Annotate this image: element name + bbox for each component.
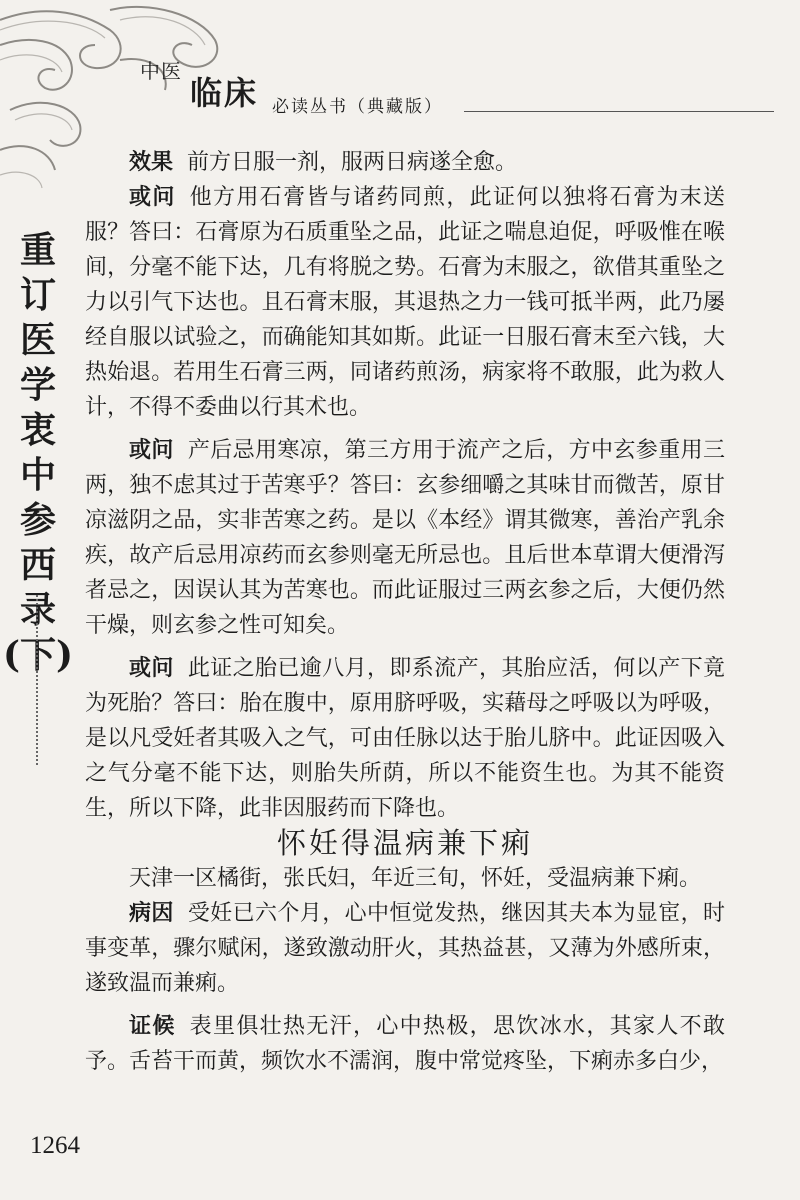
paragraph-text: 此证之胎已逾八月，即系流产，其胎应活，何以产下竟为死胎？答曰：胎在腹中，原用脐呼吸，实藉母之呼吸以为呼吸，是以凡受妊者其吸入之气，可由任脉以达于胎儿脐中。此证因吸入之气分毫不能下达，则胎失所荫，所以不能资生也。为其不能资生，所以下降，此非因服药而下降也。	[85, 656, 725, 821]
paragraph-label: 效果	[129, 150, 174, 175]
paragraph	[85, 180, 725, 425]
header-rule	[464, 111, 774, 112]
paragraph-text: 产后忌用寒凉，第三方用于流产之后，方中玄参重用三两，独不虑其过于苦寒乎？答曰：玄参细嚼之其味甘而微苦，原甘凉滋阴之品，实非苦寒之药。是以《本经》谓其微寒，善治产乳余疾，故产后忌用凉药而玄参则毫无所忌也。且后世本草谓大便滑泻者忌之，因误认其为苦寒也。而此证服过三两玄参之后，大便仍然干燥，则玄参之性可知矣。	[85, 438, 725, 638]
paragraph	[85, 433, 725, 643]
paragraph	[85, 651, 725, 826]
title-char: (下)	[2, 634, 74, 676]
paragraph-text: 受妊已六个月，心中恒觉发热，继因其夫本为显宦，时事变革，骤尔赋闲，遂致激动肝火，其热益甚，又薄为外感所束，遂致温而兼痢。	[85, 901, 725, 996]
title-char: 订	[19, 274, 56, 316]
paragraph	[85, 1009, 725, 1079]
series-label-small: 中医	[140, 59, 182, 83]
title-char: 衷	[19, 409, 56, 451]
main-text	[85, 145, 725, 1079]
series-label-large: 临床	[190, 74, 259, 112]
series-subtitle: 必读丛书（典藏版）	[272, 97, 443, 117]
title-char: 西	[19, 544, 56, 586]
paragraph-text: 表里俱壮热无汗，心中热极，思饮冰水，其家人不敢予。舌苔干而黄，频饮水不濡润，腹中常觉疼坠，下痢赤多白少，	[85, 1014, 725, 1074]
title-char: 重	[19, 229, 56, 271]
paragraph-text: 前方日服一剂，服两日病遂全愈。	[187, 150, 518, 175]
paragraph	[85, 145, 725, 180]
vertical-book-title	[2, 228, 74, 678]
section-intro: 天津一区橘街，张氏妇，年近三旬，怀妊，受温病兼下痢。	[129, 866, 702, 891]
title-char: 医	[19, 319, 56, 361]
paragraph-label: 或问	[129, 185, 176, 210]
title-char: 中	[19, 454, 56, 496]
paragraph-label: 病因	[129, 901, 174, 926]
dotted-divider	[36, 595, 38, 765]
paragraph-label: 证候	[129, 1014, 176, 1039]
paragraph-text: 他方用石膏皆与诸药同煎，此证何以独将石膏为末送服？答曰：石膏原为石质重坠之品，此证之喘息迫促，呼吸惟在喉间，分毫不能下达，几有将脱之势。石膏为末服之，欲借其重坠之力以引气下达也。且石膏末服，其退热之力一钱可抵半两，此乃屡经自服以试验之，而确能知其如斯。此证一日服石膏末至六钱，大热始退。若用生石膏三两，同诸药煎汤，病家将不敢服，此为救人计，不得不委曲以行其术也。	[85, 185, 725, 420]
page-number: 1264	[30, 1132, 80, 1159]
paragraph-label: 或问	[129, 438, 174, 463]
title-char: 录	[19, 589, 56, 631]
title-char: 参	[19, 499, 56, 541]
paragraph	[85, 896, 725, 1001]
paragraph-label: 或问	[129, 656, 174, 681]
title-char: 学	[19, 364, 56, 406]
section-heading: 怀妊得温病兼下痢	[276, 826, 533, 860]
